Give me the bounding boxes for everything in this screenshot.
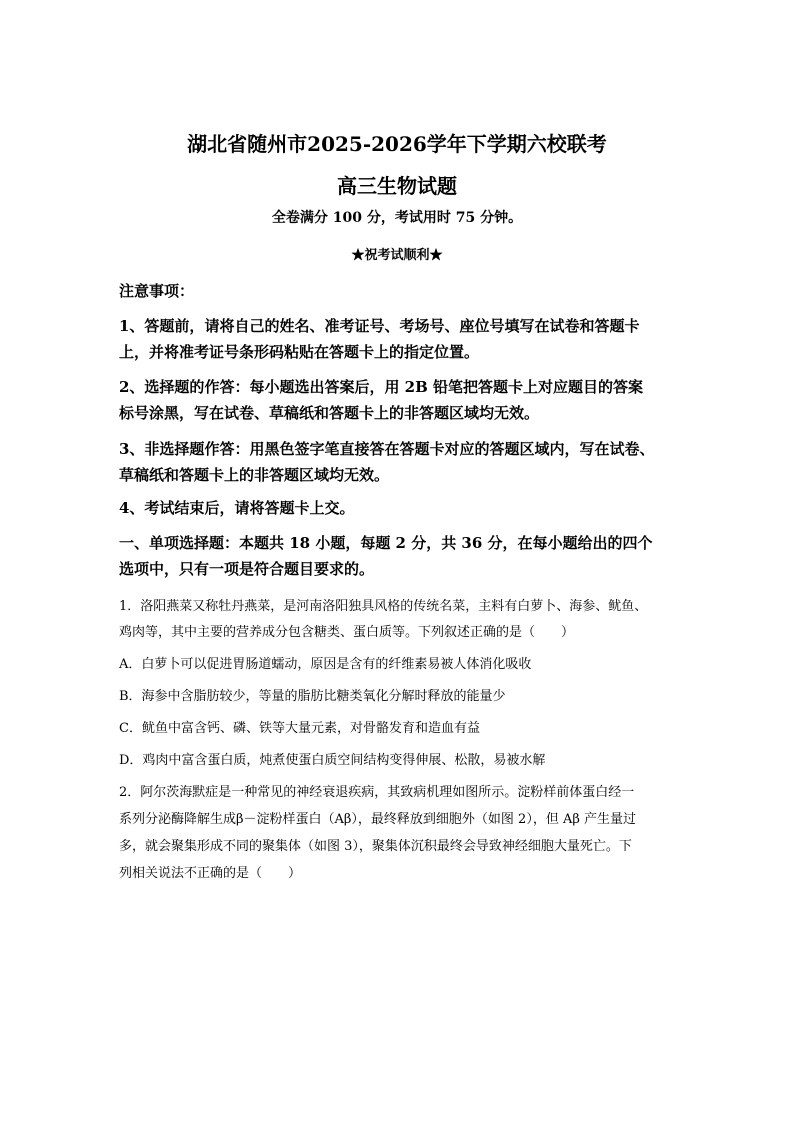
exam-title: 湖北省随州市2025-2026学年下学期六校联考	[187, 132, 607, 156]
score-line: 全卷满分 100 分，考试用时 75 分钟。	[271, 210, 523, 226]
option-c: C．鱿鱼中富含钙、磷、铁等大量元素，对骨骼发育和造血有益	[119, 721, 480, 736]
question-line: 2．阿尔茨海默症是一种常见的神经衰退疾病，其致病机理如图所示。淀粉样前体蛋白经一	[119, 785, 635, 800]
section-heading-line: 一、单项选择题：本题共 18 小题，每题 2 分，共 36 分，在每小题给出的四个	[119, 534, 653, 552]
note-line: 草稿纸和答题卡上的非答题区域均无效。	[119, 466, 390, 484]
question-line: 鸡肉等，其中主要的营养成分包含糖类、蛋白质等。下列叙述正确的是（ ）	[119, 625, 575, 640]
note-line: 4、考试结束后，请将答题卡上交。	[119, 499, 355, 517]
note-item-1	[119, 313, 679, 365]
note-item-3	[119, 436, 679, 488]
section-heading	[119, 530, 679, 582]
section-heading-line: 选项中，只有一项是符合题目要求的。	[119, 560, 375, 578]
exam-subtitle: 高三生物试题	[337, 174, 457, 198]
note-item-4	[119, 497, 679, 518]
option-a: A．白萝卜可以促进胃肠道蠕动，原因是含有的纤维素易被人体消化吸收	[119, 657, 532, 672]
question-2-stem	[119, 779, 679, 887]
question-line: 1．洛阳燕菜又称牡丹燕菜，是河南洛阳独具风格的传统名菜，主料有白萝卜、海参、鱿鱼、	[119, 599, 648, 614]
question-line: 系列分泌酶降解生成β－淀粉样蛋白（Aβ），最终释放到细胞外（如图 2），但 Aβ 产生量过	[119, 812, 636, 827]
question-1-stem	[119, 594, 679, 646]
note-line: 3、非选择题作答：用黑色签字笔直接答在答题卡对应的答题区域内，写在试卷、	[119, 440, 655, 458]
note-item-2	[119, 374, 679, 426]
option-b: B．海参中含脂肪较少，等量的脂肪比糖类氧化分解时释放的能量少	[119, 689, 506, 704]
note-line: 1、答题前，请将自己的姓名、准考证号、考场号、座位号填写在试卷和答题卡	[119, 317, 640, 335]
note-line: 标号涂黑，写在试卷、草稿纸和答题卡上的非答题区域均无效。	[119, 404, 540, 422]
option-d: D．鸡肉中富含蛋白质，炖煮使蛋白质空间结构变得伸展、松散，易被水解	[119, 753, 546, 768]
wish-line: ★祝考试顺利★	[351, 248, 443, 263]
question-line: 列相关说法不正确的是（ ）	[119, 866, 302, 881]
note-line: 上，并将准考证号条形码粘贴在答题卡上的指定位置。	[119, 343, 480, 361]
question-line: 多，就会聚集形成不同的聚集体（如图 3），聚集体沉积最终会导致神经细胞大量死亡。下	[119, 839, 632, 854]
note-line: 2、选择题的作答：每小题选出答案后，用 2B 铅笔把答题卡上对应题目的答案	[119, 378, 643, 396]
notes-heading: 注意事项：	[119, 282, 195, 300]
